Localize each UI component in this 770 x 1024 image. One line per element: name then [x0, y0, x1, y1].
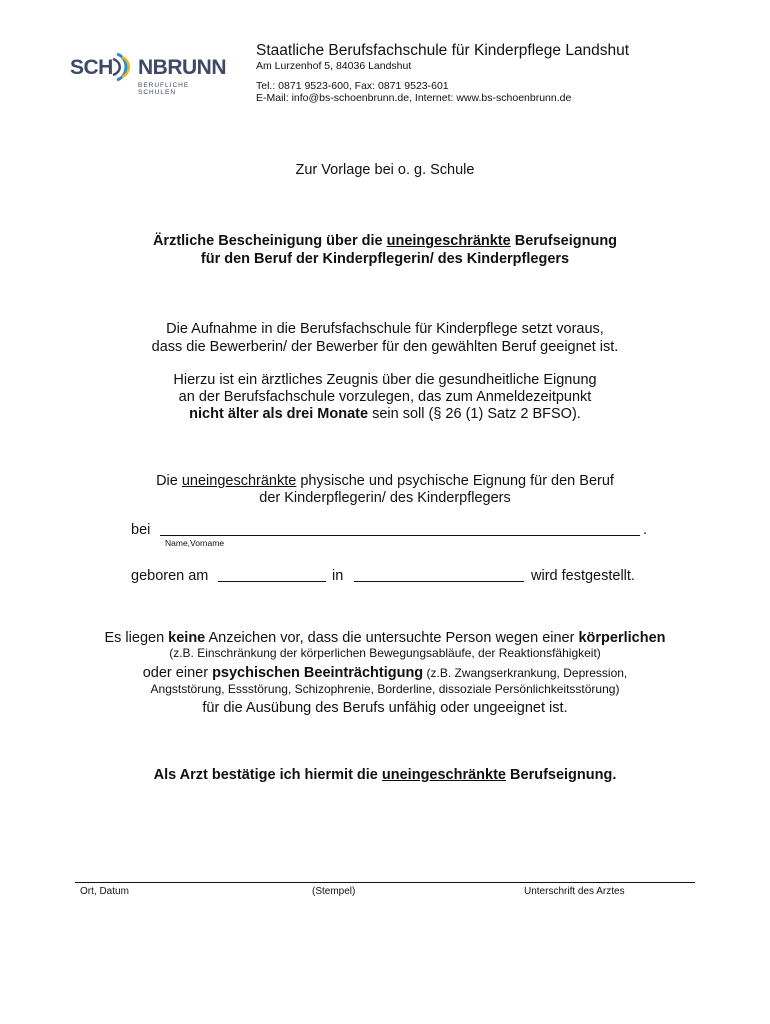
birthdate-input-line[interactable] [218, 581, 326, 582]
presentation-note: Zur Vorlage bei o. g. Schule [295, 162, 475, 178]
school-name: Staatliche Berufsfachschule für Kinderpflege Landshut [256, 42, 630, 59]
suitability-line1: Die uneingeschränkte physische und psychische Eignung für den Beruf [156, 473, 614, 489]
declaration-line4: Angststörung, Essstörung, Schizophrenie, Borderline, dissoziale Persönlichkeitsstörung) [150, 682, 620, 696]
name-input-line[interactable] [160, 535, 640, 536]
document-title-line1: Ärztliche Bescheinigung über die uneingeschränkte Berufseignung [152, 233, 618, 249]
school-logo [68, 50, 226, 98]
name-field-label: Name,Vorname [165, 538, 225, 548]
intro-line2: dass die Bewerberin/ der Bewerber für den gewählten Beruf geeignet ist. [151, 339, 619, 355]
bei-end-dot: . [643, 522, 648, 538]
declaration-line2: (z.B. Einschränkung der körperlichen Bewegungsabläufe, der Reaktionsfähigkeit) [169, 646, 601, 660]
intro-line1: Die Aufnahme in die Berufsfachschule für Kinderpflege setzt voraus, [166, 321, 604, 337]
logo-subtitle: BERUFLICHE SCHULEN [138, 82, 190, 96]
born-label: geboren am [131, 568, 209, 584]
declaration-line1: Es liegen keine Anzeichen vor, dass die untersuchte Person wegen einer körperlichen [104, 630, 666, 646]
school-contact: E-Mail: info@bs-schoenbrunn.de, Internet: www.bs-schoenbrunn.de [256, 92, 572, 104]
certificate-line2: an der Berufsfachschule vorzulegen, das zum Anmeldezeitpunkt [178, 389, 592, 405]
certificate-line3: nicht älter als drei Monate sein soll (§ 26 (1) Satz 2 BFSO). [189, 406, 581, 422]
school-address: Am Lurzenhof 5, 84036 Landshut [256, 60, 412, 72]
declaration-line5: für die Ausübung des Berufs unfähig oder ungeeignet ist. [202, 700, 568, 716]
bei-label: bei [131, 522, 151, 538]
signature-line[interactable] [75, 882, 695, 883]
suitability-line2: der Kinderpflegerin/ des Kinderpflegers [259, 490, 511, 506]
logo-swirl-icon [111, 52, 137, 82]
declaration-line3: oder einer psychischen Beeinträchtigung (z.B. Zwangserkrankung, Depression, [142, 665, 628, 681]
birthplace-input-line[interactable] [354, 581, 524, 582]
logo-text-left: SCH [70, 56, 113, 79]
doctor-confirmation: Als Arzt bestätige ich hiermit die uneingeschränkte Berufseignung. [153, 767, 617, 783]
birthplace-label: in [332, 568, 344, 584]
document-title-line2: für den Beruf der Kinderpflegerin/ des Kinderpflegers [200, 251, 570, 267]
confirmed-label: wird festgestellt. [531, 568, 635, 584]
stamp-label: (Stempel) [312, 886, 356, 897]
doctor-signature-label: Unterschrift des Arztes [524, 886, 625, 897]
logo-text-right: NBRUNN [138, 56, 226, 79]
place-date-label: Ort, Datum [80, 886, 129, 897]
certificate-line1: Hierzu ist ein ärztliches Zeugnis über die gesundheitliche Eignung [173, 372, 597, 388]
school-phone: Tel.: 0871 9523-600, Fax: 0871 9523-601 [256, 80, 449, 92]
